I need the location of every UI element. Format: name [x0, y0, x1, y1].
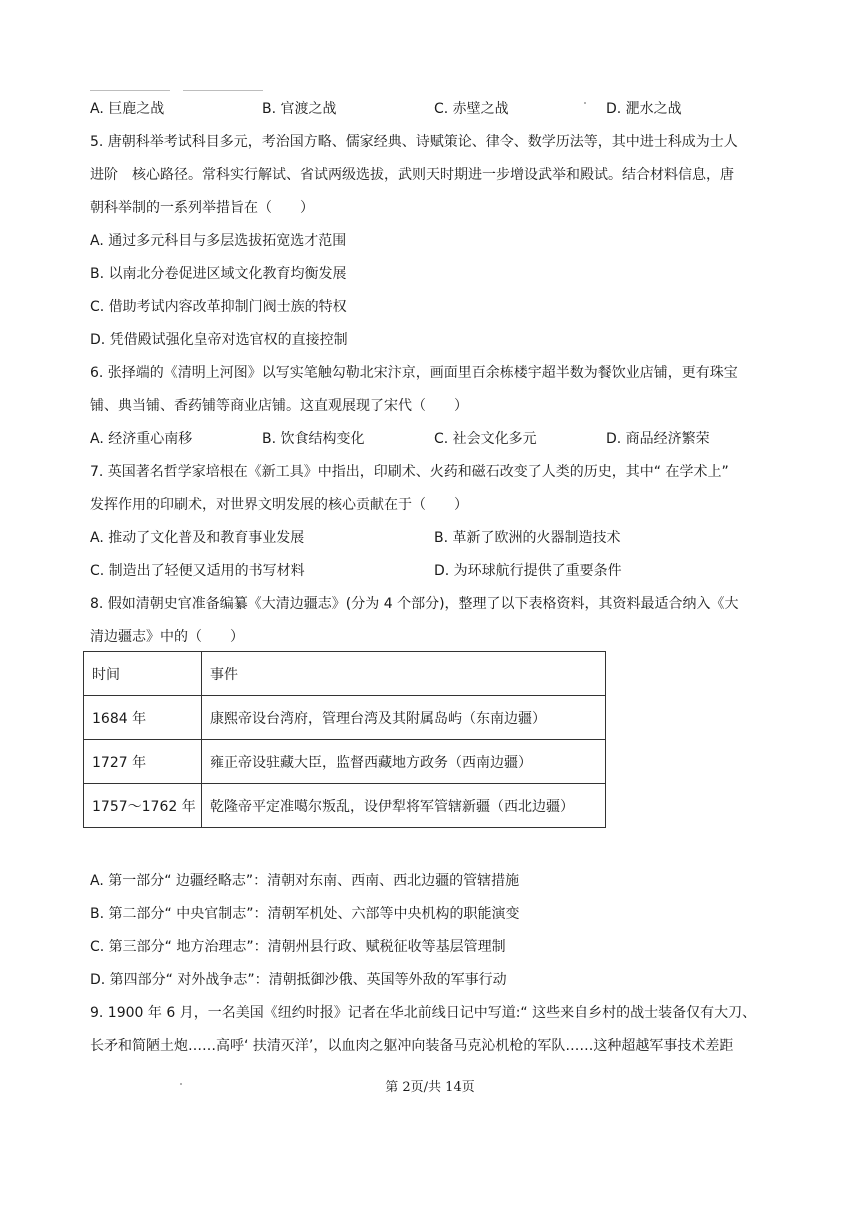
- page-number-footer: 第 2页/共 14页: [385, 1080, 475, 1095]
- q6-option-b: B. 饮食结构变化: [262, 431, 365, 447]
- q8-option-c: C. 第三部分“ 地方治理志”：清朝州县行政、赋税征收等基层管理制: [90, 939, 506, 955]
- table-cell: 1757～1762 年: [84, 784, 202, 828]
- q7-option-d: D. 为环球航行提供了重要条件: [434, 563, 622, 579]
- q7-option-a: A. 推动了文化普及和教育事业发展: [90, 530, 305, 546]
- table-header-cell: 时间: [84, 652, 202, 696]
- q6-option-a: A. 经济重心南移: [90, 431, 193, 447]
- table-header-row: [84, 652, 606, 696]
- q6-option-c: C. 社会文化多元: [434, 431, 537, 447]
- table-cell: 康熙帝设台湾府，管理台湾及其附属岛屿（东南边疆）: [202, 696, 606, 740]
- q5-option-c: C. 借助考试内容改革抑制门阀士族的特权: [90, 299, 347, 315]
- q5-option-a: A. 通过多元科目与多层选拔拓宽选才范围: [90, 233, 347, 249]
- q6-stem-line: 铺、典当铺、香药铺等商业店铺。这直观展现了宋代（ ）: [90, 398, 468, 414]
- q8-stem-line: 清边疆志》中的（ ）: [90, 629, 244, 645]
- q6-stem-line: 6. 张择端的《清明上河图》以写实笔触勾勒北宋汴京，画面里百余栋楼宇超半数为餐饮业店铺，更有珠宝: [90, 365, 738, 381]
- stray-dot: [584, 102, 586, 104]
- table-row: [84, 696, 606, 740]
- table-header-cell: 事件: [202, 652, 606, 696]
- q8-stem-line: 8. 假如清朝史官准备编纂《大清边疆志》(分为 4 个部分)，整理了以下表格资料，其资料最适合纳入《大: [90, 596, 739, 612]
- q9-stem-line: 长矛和简陋土炮……高呼‘ 扶清灭洋’，以血肉之躯冲向装备马克沁机枪的军队……这种超越军事技术差距: [90, 1038, 734, 1054]
- header-rule-right: [183, 90, 263, 91]
- q7-stem-line: 7. 英国著名哲学家培根在《新工具》中指出，印刷术、火药和磁石改变了人类的历史，其中“ 在学术上”: [90, 464, 729, 480]
- table-cell: 1727 年: [84, 740, 202, 784]
- q4-option-c: C. 赤壁之战: [434, 101, 509, 117]
- q5-stem-line: 5. 唐朝科举考试科目多元，考治国方略、儒家经典、诗赋策论、律令、数学历法等，其中进士科成为士人: [90, 134, 738, 150]
- q7-stem-line: 发挥作用的印刷术，对世界文明发展的核心贡献在于（ ）: [90, 497, 468, 513]
- q8-option-a: A. 第一部分“ 边疆经略志”：清朝对东南、西南、西北边疆的管辖措施: [90, 873, 520, 889]
- table-row: [84, 740, 606, 784]
- q4-option-a: A. 巨鹿之战: [90, 101, 165, 117]
- table-cell: 1684 年: [84, 696, 202, 740]
- table-cell: 乾隆帝平定准噶尔叛乱，设伊犁将军管辖新疆（西北边疆）: [202, 784, 606, 828]
- table-row: [84, 784, 606, 828]
- q9-stem-line: 9. 1900 年 6 月，一名美国《纽约时报》记者在华北前线日记中写道:“ 这些来自乡村的战士装备仅有大刀、: [90, 1005, 757, 1021]
- table-cell: 雍正帝设驻藏大臣，监督西藏地方政务（西南边疆）: [202, 740, 606, 784]
- q8-option-d: D. 第四部分“ 对外战争志”：清朝抵御沙俄、英国等外敌的军事行动: [90, 972, 507, 988]
- q5-stem-line: 进阶 核心路径。常科实行解试、省试两级选拔，武则天时期进一步增设武举和殿试。结合材料信息，唐: [90, 167, 734, 183]
- q7-option-c: C. 制造出了轻便又适用的书写材料: [90, 563, 305, 579]
- q6-option-d: D. 商品经济繁荣: [606, 431, 710, 447]
- q5-option-b: B. 以南北分卷促进区域文化教育均衡发展: [90, 266, 347, 282]
- q5-stem-line: 朝科举制的一系列举措旨在（ ）: [90, 200, 314, 216]
- q8-events-table: [83, 651, 606, 828]
- q7-option-b: B. 革新了欧洲的火器制造技术: [434, 530, 621, 546]
- header-rule-left: [90, 90, 170, 91]
- q8-option-b: B. 第二部分“ 中央官制志”：清朝军机处、六部等中央机构的职能演变: [90, 906, 520, 922]
- q5-option-d: D. 凭借殿试强化皇帝对选官权的直接控制: [90, 332, 348, 348]
- q4-option-d: D. 淝水之战: [606, 101, 682, 117]
- q4-option-b: B. 官渡之战: [262, 101, 337, 117]
